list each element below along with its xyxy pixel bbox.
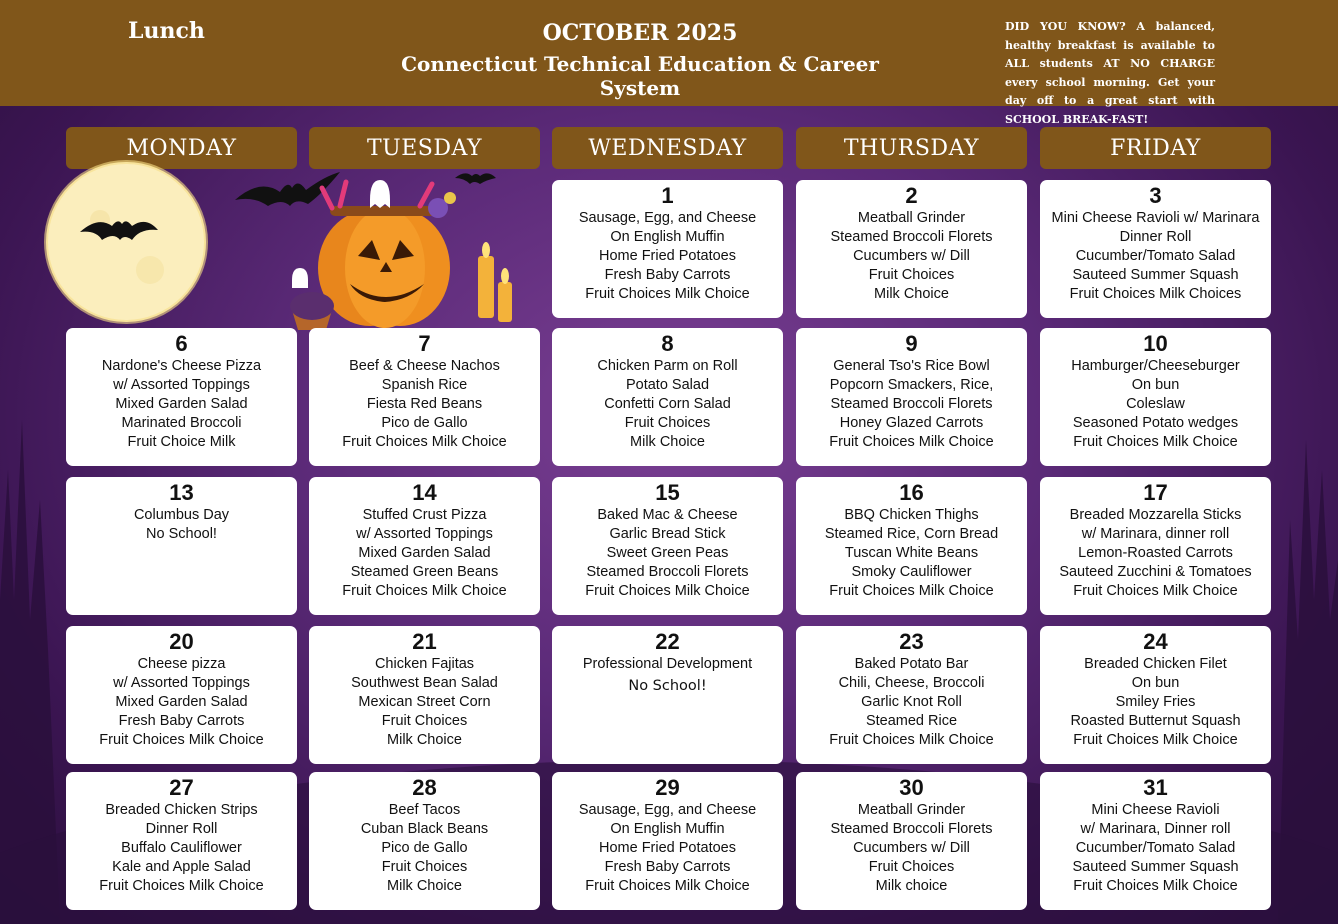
menu-item: Sauteed Zucchini & Tomatoes <box>1059 564 1252 580</box>
day-number: 31 <box>1143 775 1168 800</box>
menu-item: Honey Glazed Carrots <box>839 415 984 431</box>
menu-item: Fiesta Red Beans <box>366 396 483 412</box>
day-header-friday: FRIDAY <box>1040 127 1271 169</box>
menu-item: Meatball Grinder <box>857 210 966 226</box>
menu-item: Buffalo Cauliflower <box>121 840 242 856</box>
day-number: 6 <box>175 331 188 356</box>
menu-item: Smoky Cauliflower <box>851 564 972 580</box>
menu-item: Cheese pizza <box>137 656 226 672</box>
menu-item: w/ Assorted Toppings <box>356 526 493 542</box>
day-cell-9 <box>796 328 1027 466</box>
menu-item: On English Muffin <box>610 821 725 837</box>
day-number: 21 <box>412 629 437 654</box>
menu-item: Home Fried Potatoes <box>598 840 736 856</box>
menu-item: Southwest Bean Salad <box>351 675 498 691</box>
menu-item: Pico de Gallo <box>381 415 468 431</box>
menu-item: Home Fried Potatoes <box>598 248 736 264</box>
menu-item: Mini Cheese Ravioli w/ Marinara <box>1051 210 1260 226</box>
menu-item: Coleslaw <box>1126 396 1185 412</box>
menu-item: Baked Potato Bar <box>854 656 969 672</box>
day-cell-1 <box>552 180 783 318</box>
day-cell-27 <box>66 772 297 910</box>
menu-item: Chicken Parm on Roll <box>597 358 738 374</box>
menu-item: Cucumbers w/ Dill <box>853 840 970 856</box>
day-cell-20 <box>66 626 297 764</box>
menu-item: Pico de Gallo <box>381 840 468 856</box>
menu-item: Fruit Choices Milk Choice <box>829 732 994 748</box>
day-number: 20 <box>169 629 194 654</box>
menu-item: w/ Assorted Toppings <box>113 377 250 393</box>
menu-item: Mini Cheese Ravioli <box>1091 802 1220 818</box>
menu-item: General Tso's Rice Bowl <box>833 358 990 374</box>
day-number: 29 <box>655 775 680 800</box>
candles-icon <box>478 242 512 322</box>
menu-item: Cucumber/Tomato Salad <box>1075 840 1236 856</box>
menu-item: Fruit Choices Milk Choice <box>1073 434 1238 450</box>
day-number: 9 <box>905 331 918 356</box>
menu-item: Columbus Day <box>133 507 230 523</box>
menu-item: Fruit Choices Milk Choice <box>99 878 264 894</box>
menu-item: Fresh Baby Carrots <box>604 859 731 875</box>
menu-item: Beef Tacos <box>388 802 461 818</box>
menu-item: On bun <box>1131 675 1180 691</box>
day-cell-16 <box>796 477 1027 615</box>
menu-item: No School! <box>628 678 707 694</box>
month-title: OCTOBER 2025 <box>542 20 738 46</box>
menu-item: Cuban Black Beans <box>360 821 489 837</box>
menu-item: Fruit Choices Milk Choice <box>1073 583 1238 599</box>
day-cell-23 <box>796 626 1027 764</box>
menu-item: Steamed Rice <box>865 713 958 729</box>
menu-item: Fruit Choices Milk Choice <box>829 583 994 599</box>
meal-label: Lunch <box>128 18 205 44</box>
day-cell-15 <box>552 477 783 615</box>
menu-item: Garlic Knot Roll <box>861 694 962 710</box>
day-number: 22 <box>655 629 680 654</box>
day-header-wednesday: WEDNESDAY <box>552 127 783 169</box>
day-cell-6 <box>66 328 297 466</box>
breakfast-note: DID YOU KNOW? A balanced, healthy breakfast is available to ALL students AT NO CHARGE every school morning. Get your day off to a great start with SCHOOL BREAK-FAST! <box>1005 20 1215 126</box>
menu-item: Fresh Baby Carrots <box>118 713 245 729</box>
menu-item: Sausage, Egg, and Cheese <box>578 210 757 226</box>
menu-item: Professional Development <box>582 656 753 672</box>
menu-item: Hamburger/Cheeseburger <box>1071 358 1240 374</box>
menu-item: Baked Mac & Cheese <box>597 507 738 523</box>
menu-item: Fruit Choices Milk Choice <box>585 583 750 599</box>
menu-item: Milk choice <box>875 878 948 894</box>
day-number: 2 <box>905 183 918 208</box>
day-number: 24 <box>1143 629 1168 654</box>
menu-item: w/ Assorted Toppings <box>113 675 250 691</box>
day-number: 28 <box>412 775 437 800</box>
menu-item: Dinner Roll <box>1119 229 1192 245</box>
menu-item: Fruit Choices Milk Choice <box>342 583 507 599</box>
day-cell-24 <box>1040 626 1271 764</box>
day-number: 15 <box>655 480 680 505</box>
menu-item: Garlic Bread Stick <box>609 526 726 542</box>
menu-item: Fruit Choices <box>381 713 468 729</box>
menu-item: Fruit Choices Milk Choice <box>1073 732 1238 748</box>
menu-item: Breaded Chicken Strips <box>105 802 258 818</box>
menu-item: w/ Marinara, dinner roll <box>1081 526 1230 542</box>
menu-item: Spanish Rice <box>381 377 468 393</box>
menu-item: Mixed Garden Salad <box>358 545 491 561</box>
day-number: 14 <box>412 480 437 505</box>
day-cell-22 <box>552 626 783 764</box>
day-cell-10 <box>1040 328 1271 466</box>
menu-item: Steamed Broccoli Florets <box>586 564 749 580</box>
day-header-thursday: THURSDAY <box>796 127 1027 169</box>
menu-item: Marinated Broccoli <box>121 415 242 431</box>
day-number: 16 <box>899 480 924 505</box>
menu-item: Breaded Mozzarella Sticks <box>1069 507 1242 523</box>
menu-item: No School! <box>146 526 217 542</box>
day-number: 8 <box>661 331 674 356</box>
day-number: 1 <box>661 183 674 208</box>
menu-item: Potato Salad <box>625 377 710 393</box>
menu-item: Fruit Choices <box>381 859 468 875</box>
menu-item: Steamed Green Beans <box>350 564 499 580</box>
day-cell-13 <box>66 477 297 615</box>
day-cell-28 <box>309 772 540 910</box>
day-cell-3 <box>1040 180 1271 318</box>
menu-item: Confetti Corn Salad <box>604 396 731 412</box>
menu-item: Mixed Garden Salad <box>115 694 248 710</box>
day-number: 27 <box>169 775 194 800</box>
menu-item: Sauteed Summer Squash <box>1072 859 1239 875</box>
menu-item: Lemon-Roasted Carrots <box>1078 545 1233 561</box>
day-cell-21 <box>309 626 540 764</box>
organization-title: Connecticut Technical Education & Career System <box>401 52 879 100</box>
menu-item: Tuscan White Beans <box>844 545 979 561</box>
menu-item: Fruit Choices <box>624 415 711 431</box>
day-cell-8 <box>552 328 783 466</box>
menu-item: On bun <box>1131 377 1180 393</box>
day-number: 17 <box>1143 480 1168 505</box>
menu-item: Chicken Fajitas <box>374 656 475 672</box>
menu-item: Milk Choice <box>387 878 462 894</box>
day-number: 7 <box>418 331 431 356</box>
menu-item: Fruit Choices <box>868 267 955 283</box>
day-number: 30 <box>899 775 924 800</box>
menu-item: Milk Choice <box>387 732 462 748</box>
day-cell-14 <box>309 477 540 615</box>
menu-item: Cucumbers w/ Dill <box>853 248 970 264</box>
menu-item: Steamed Broccoli Florets <box>830 821 993 837</box>
menu-item: Nardone's Cheese Pizza <box>101 358 262 374</box>
menu-item: Smiley Fries <box>1115 694 1196 710</box>
menu-item: Stuffed Crust Pizza <box>362 507 487 523</box>
moon-icon <box>46 162 206 322</box>
menu-item: Mixed Garden Salad <box>115 396 248 412</box>
menu-item: Fruit Choices Milk Choice <box>99 732 264 748</box>
menu-item: Sweet Green Peas <box>606 545 729 561</box>
menu-item: Cucumber/Tomato Salad <box>1075 248 1236 264</box>
day-cell-7 <box>309 328 540 466</box>
menu-item: w/ Marinara, Dinner roll <box>1080 821 1231 837</box>
ghost-icon <box>370 180 390 208</box>
menu-item: Mexican Street Corn <box>358 694 491 710</box>
day-number: 3 <box>1149 183 1162 208</box>
header-bar <box>0 0 1338 126</box>
halloween-art <box>40 160 540 330</box>
menu-item: Chili, Cheese, Broccoli <box>838 675 985 691</box>
day-number: 10 <box>1143 331 1168 356</box>
menu-item: Beef & Cheese Nachos <box>349 358 500 374</box>
menu-item: Milk Choice <box>630 434 705 450</box>
menu-item: Fruit Choices Milk Choice <box>1073 878 1238 894</box>
day-cell-30 <box>796 772 1027 910</box>
menu-item: Breaded Chicken Filet <box>1084 656 1227 672</box>
day-cell-29 <box>552 772 783 910</box>
menu-item: Sauteed Summer Squash <box>1072 267 1239 283</box>
menu-item: Dinner Roll <box>145 821 218 837</box>
menu-item: Steamed Broccoli Florets <box>830 396 993 412</box>
menu-item: Fruit Choices Milk Choice <box>585 878 750 894</box>
menu-item: Steamed Broccoli Florets <box>830 229 993 245</box>
day-cell-2 <box>796 180 1027 318</box>
menu-item: Popcorn Smackers, Rice, <box>829 377 994 393</box>
menu-item: Sausage, Egg, and Cheese <box>578 802 757 818</box>
menu-item: Fruit Choices Milk Choices <box>1069 286 1242 302</box>
menu-item: Fresh Baby Carrots <box>604 267 731 283</box>
menu-item: Fruit Choices Milk Choice <box>342 434 507 450</box>
menu-item: Milk Choice <box>874 286 949 302</box>
menu-item: Seasoned Potato wedges <box>1072 415 1239 431</box>
menu-item: Steamed Rice, Corn Bread <box>824 526 999 542</box>
bat-icon <box>455 173 496 184</box>
menu-item: Kale and Apple Salad <box>112 859 251 875</box>
menu-item: Roasted Butternut Squash <box>1070 713 1241 729</box>
menu-item: Fruit Choices <box>868 859 955 875</box>
menu-item: BBQ Chicken Thighs <box>844 507 979 523</box>
day-cell-17 <box>1040 477 1271 615</box>
day-number: 23 <box>899 629 924 654</box>
menu-item: On English Muffin <box>610 229 725 245</box>
menu-item: Fruit Choices Milk Choice <box>585 286 750 302</box>
day-number: 13 <box>169 480 194 505</box>
menu-item: Fruit Choices Milk Choice <box>829 434 994 450</box>
menu-item: Fruit Choice Milk <box>127 434 236 450</box>
jack-o-lantern-icon <box>318 206 450 328</box>
day-header-tuesday: TUESDAY <box>309 127 540 169</box>
day-header-monday: MONDAY <box>66 127 297 169</box>
menu-item: Meatball Grinder <box>857 802 966 818</box>
day-cell-31 <box>1040 772 1271 910</box>
